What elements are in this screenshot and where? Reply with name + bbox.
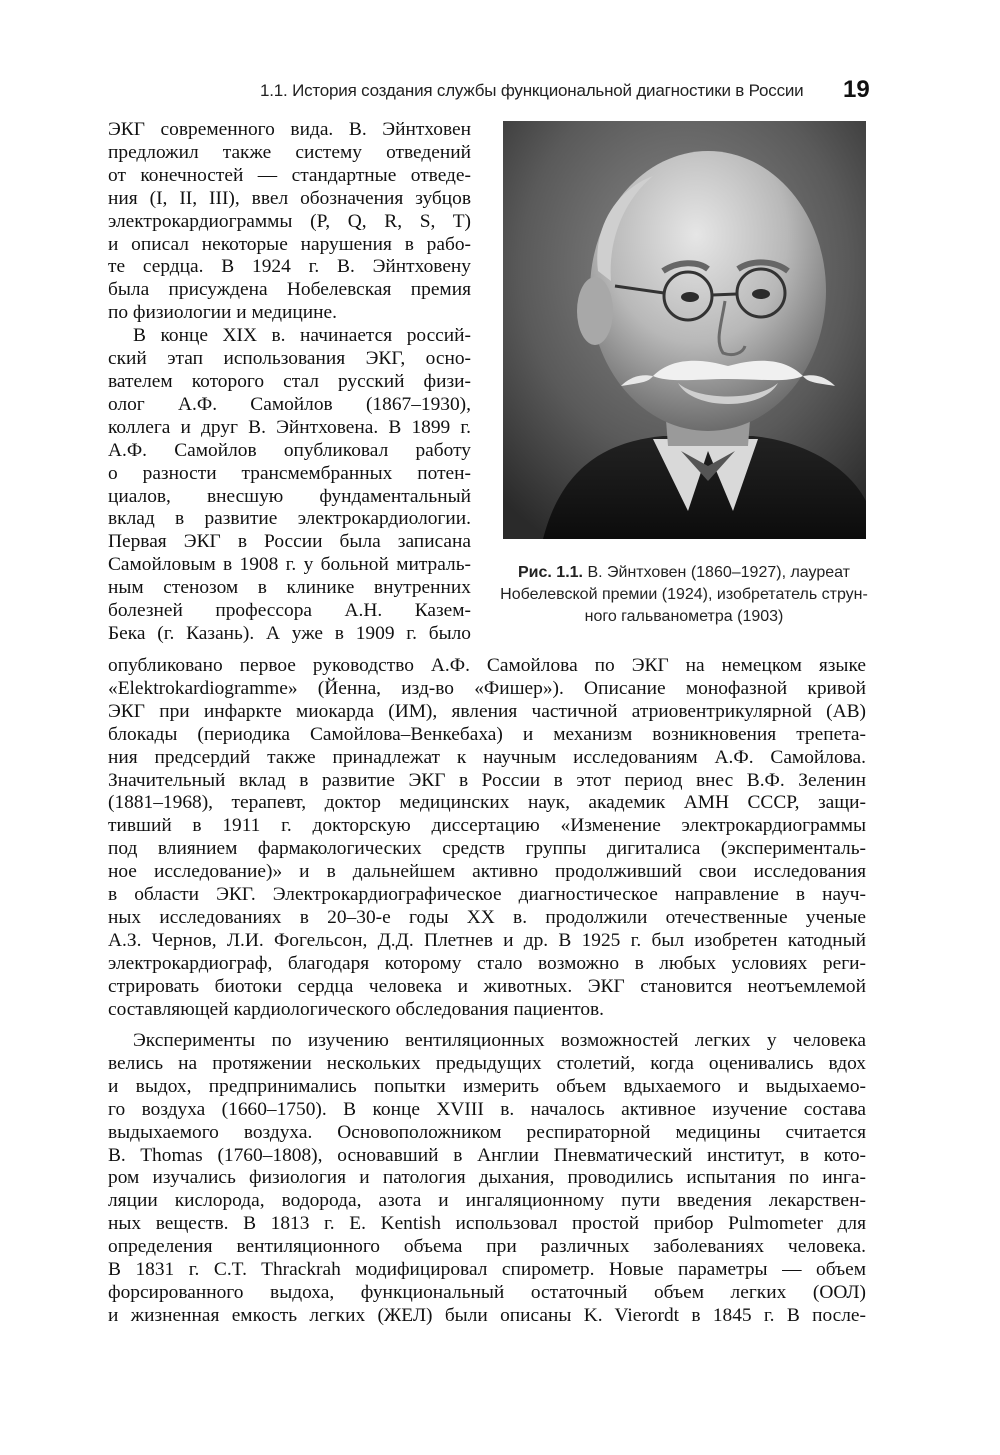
text-line: ных исследованиях в 20–30-е годы XX в. продолжили отечественные ученые — [108, 906, 866, 928]
text-line: ский этап использования ЭКГ, осно- — [108, 348, 471, 370]
text-line: форсированного выдоха, функциональный остаточный объем легких (ООЛ) — [108, 1281, 866, 1303]
text-line: определения вентиляционного объема при различных заболеваниях человека. — [108, 1236, 866, 1258]
paragraph-1 — [108, 119, 471, 325]
text-line: и жизненная емкость легких (ЖЕЛ) были описаны K. Vierordt в 1845 г. В после- — [108, 1304, 866, 1326]
text-line: те сердца. В 1924 г. В. Эйнтховену — [108, 256, 471, 278]
text-line: ных веществ. В 1813 г. E. Kentish использовал простой прибор Pulmometer для — [108, 1213, 866, 1235]
text-line: Самойловым в 1908 г. у больной митраль- — [108, 554, 471, 576]
text-line: В конце XIX в. начинается россий- — [133, 325, 471, 347]
text-line: «Elektrokardiogramme» (Йенна, изд-во «Фишер»). Описание монофазной кривой — [108, 677, 866, 699]
paragraph-2 — [108, 325, 471, 646]
text-line: блокады (периодика Самойлова–Венкебаха) и механизм возникновения трепета- — [108, 723, 866, 745]
text-line: и выдох, предпринимались попытки измерить объем вдыхаемого и выдыхаемо- — [108, 1075, 866, 1097]
page-number: 19 — [843, 76, 870, 103]
text-line: ЭКГ при инфаркте миокарда (ИМ), явления частичной атриовентрикулярной (АВ) — [108, 700, 866, 722]
caption-line: Нобелевской премии (1924), изобретатель струн- — [500, 586, 868, 603]
full-width-text — [108, 655, 866, 1022]
text-line: B. Thomas (1760–1808), основавший в Англии Пневматический институт, в кото- — [108, 1144, 866, 1166]
text-line: выдыхаемого воздуха. Основоположником респираторной медицины считается — [108, 1121, 866, 1143]
caption-line: В. Эйнтховен (1860–1927), лауреат — [587, 564, 850, 581]
text-line: велись на протяжении нескольких предыдущих столетий, когда оценивались вдох — [108, 1052, 866, 1074]
text-line: опубликовано первое руководство А.Ф. Самойлова по ЭКГ на немецком языке — [108, 655, 866, 676]
left-column-text — [108, 119, 471, 646]
text-line: в области ЭКГ. Электрокардиографическое диагностическое направление в науч- — [108, 884, 866, 906]
text-line: ром изучались физиология и патология дыхания, проводились испытания по инга- — [108, 1167, 866, 1189]
text-line: стрировать биотоки сердца человека и животных. ЭКГ становится неотъемлемой — [108, 975, 866, 997]
paragraph-3 — [108, 1030, 866, 1328]
text-line: предложил также систему отведений — [108, 141, 471, 163]
text-line: коллега и друг В. Эйнтховена. В 1899 г. — [108, 416, 471, 438]
running-header: 1.1. История создания службы функциональной диагностики в России — [260, 81, 804, 100]
text-line: электрокардиограммы (P, Q, R, S, T) — [108, 210, 471, 232]
text-line: Значительный вклад в развитие ЭКГ в России в этот период внес В.Ф. Зеленин — [108, 769, 866, 791]
text-line: ния предсердий также принадлежат к научным исследованиям А.Ф. Самойлова. — [108, 746, 866, 768]
caption-line: ного гальванометра (1903) — [584, 608, 784, 625]
figure-label: Рис. 1.1. — [518, 564, 583, 581]
text-line: о разности трансмембранных потен- — [108, 462, 471, 484]
text-line: вателем которого стал русский физи- — [108, 370, 471, 392]
text-line: по физиологии и медицине. — [108, 302, 337, 324]
text-line: составляющей кардиологического обследования пациентов. — [108, 998, 605, 1020]
text-line: ния (I, II, III), ввел обозначения зубцов — [108, 187, 471, 209]
text-line: (1881–1968), терапевт, доктор медицинских наук, академик АМН СССР, защи- — [108, 792, 866, 814]
text-line: была присуждена Нобелевская премия — [108, 279, 471, 301]
text-line: ЭКГ современного вида. В. Эйнтховен — [108, 119, 471, 140]
text-line: и описал некоторые нарушения в рабо- — [108, 233, 471, 255]
portrait-photo — [503, 121, 866, 539]
text-line: Бека (г. Казань). А уже в 1909 г. было — [108, 622, 471, 644]
text-line: от конечностей — стандартные отведе- — [108, 164, 471, 186]
text-line: ным стенозом в клинике внутренних — [108, 577, 471, 599]
text-line: А.Ф. Самойлов опубликовал работу — [108, 439, 471, 461]
text-line: Первая ЭКГ в России была записана — [108, 531, 471, 553]
text-line: ляции кислорода, водорода, азота и ингаляционному пути введения лекарствен- — [108, 1190, 866, 1212]
text-line: олог А.Ф. Самойлов (1867–1930), — [108, 393, 471, 415]
text-line: В 1831 г. C.T. Thrackrah модифицировал спирометр. Новые параметры — объем — [108, 1259, 866, 1281]
text-line: Эксперименты по изучению вентиляционных возможностей легких у человека — [133, 1030, 866, 1051]
text-line: электрокардиограф, благодаря которому стало возможно в любых условиях реги- — [108, 952, 866, 974]
text-line: тивший в 1911 г. докторскую диссертацию «Изменение электрокардиограммы — [108, 815, 866, 837]
text-line: вклад в развитие электрокардиологии. — [108, 508, 471, 530]
text-line: циалов, внесшую фундаментальный — [108, 485, 471, 507]
text-line: болезней профессора А.Н. Казем- — [108, 600, 471, 622]
text-line: го воздуха (1660–1750). В конце XVIII в. началось активное изучение состава — [108, 1098, 866, 1120]
figure-caption — [492, 562, 876, 628]
text-line: под влиянием фармакологических средств группы дигиталиса (эксперименталь- — [108, 838, 866, 860]
text-line: А.З. Чернов, Л.И. Фогельсон, Д.Д. Плетнев и др. В 1925 г. был изобретен катодный — [108, 929, 866, 951]
text-line: ное исследование)» и в дальнейшем активно продолживший свои исследования — [108, 861, 866, 883]
